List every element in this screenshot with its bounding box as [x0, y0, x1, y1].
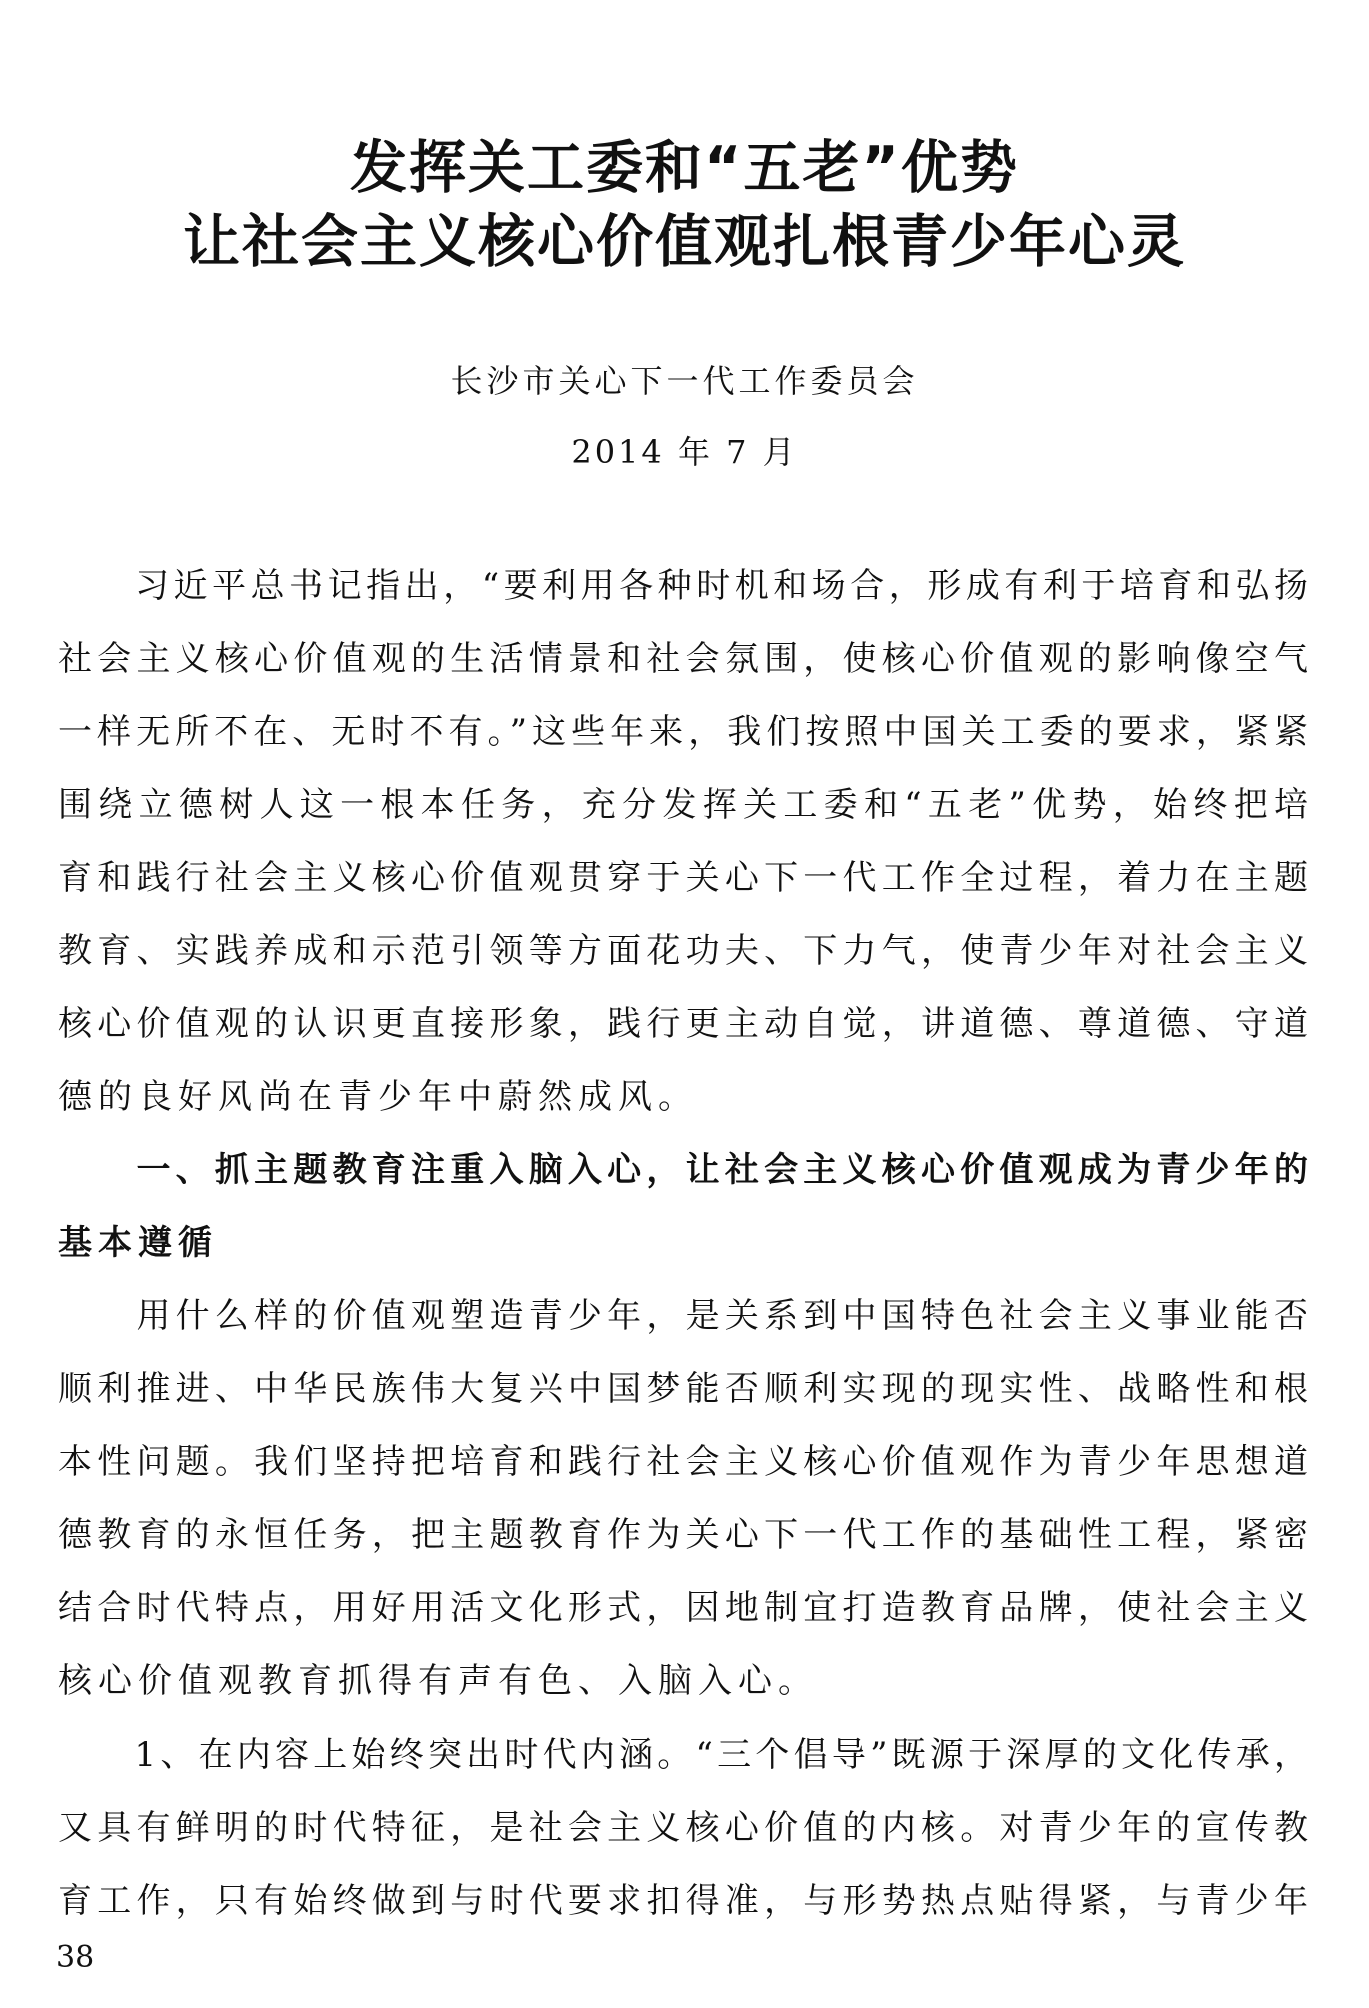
document-title-line-2: 让社会主义核心价值观扎根青少年心灵 — [183, 209, 1186, 275]
section-heading-line: 基本遵循 — [58, 1223, 218, 1263]
body-line: 又具有鲜明的时代特征，是社会主义核心价值的内核。对青少年的宣传教 — [58, 1808, 1308, 1848]
body-line: 教育、实践养成和示范引领等方面花功夫、下力气，使青少年对社会主义 — [58, 931, 1308, 971]
body-line: 结合时代特点，用好用活文化形式，因地制宜打造教育品牌，使社会主义 — [58, 1588, 1308, 1628]
body-line: 育工作，只有始终做到与时代要求扣得准，与形势热点贴得紧，与青少年 — [58, 1881, 1308, 1921]
body-line: 用什么样的价值观塑造青少年，是关系到中国特色社会主义事业能否 — [58, 1296, 1308, 1336]
body-line: 德的良好风尚在青少年中蔚然成风。 — [58, 1077, 698, 1117]
page-number: 38 — [56, 1940, 95, 1975]
document-date: 2014 年 7 月 — [571, 433, 798, 471]
document-author: 长沙市关心下一代工作委员会 — [450, 362, 919, 400]
body-line: 核心价值观的认识更直接形象，践行更主动自觉，讲道德、尊道德、守道 — [58, 1004, 1308, 1044]
body-line: 1、在内容上始终突出时代内涵。“三个倡导”既源于深厚的文化传承， — [58, 1735, 1308, 1775]
body-line: 围绕立德树人这一根本任务，充分发挥关工委和“五老”优势，始终把培 — [58, 785, 1308, 825]
body-line: 一样无所不在、无时不有。”这些年来，我们按照中国关工委的要求，紧紧 — [58, 712, 1308, 752]
body-line: 社会主义核心价值观的生活情景和社会氛围，使核心价值观的影响像空气 — [58, 639, 1308, 679]
document-title-line-1: 发挥关工委和“五老”优势 — [350, 135, 1019, 201]
body-line: 习近平总书记指出，“要利用各种时机和场合，形成有利于培育和弘扬 — [58, 566, 1308, 606]
body-line: 核心价值观教育抓得有声有色、入脑入心。 — [58, 1661, 818, 1701]
body-line: 本性问题。我们坚持把培育和践行社会主义核心价值观作为青少年思想道 — [58, 1442, 1308, 1482]
body-line: 德教育的永恒任务，把主题教育作为关心下一代工作的基础性工程，紧密 — [58, 1515, 1308, 1555]
section-heading-line: 一、抓主题教育注重入脑入心，让社会主义核心价值观成为青少年的 — [58, 1150, 1308, 1190]
body-line: 顺利推进、中华民族伟大复兴中国梦能否顺利实现的现实性、战略性和根 — [58, 1369, 1308, 1409]
body-line: 育和践行社会主义核心价值观贯穿于关心下一代工作全过程，着力在主题 — [58, 858, 1308, 898]
